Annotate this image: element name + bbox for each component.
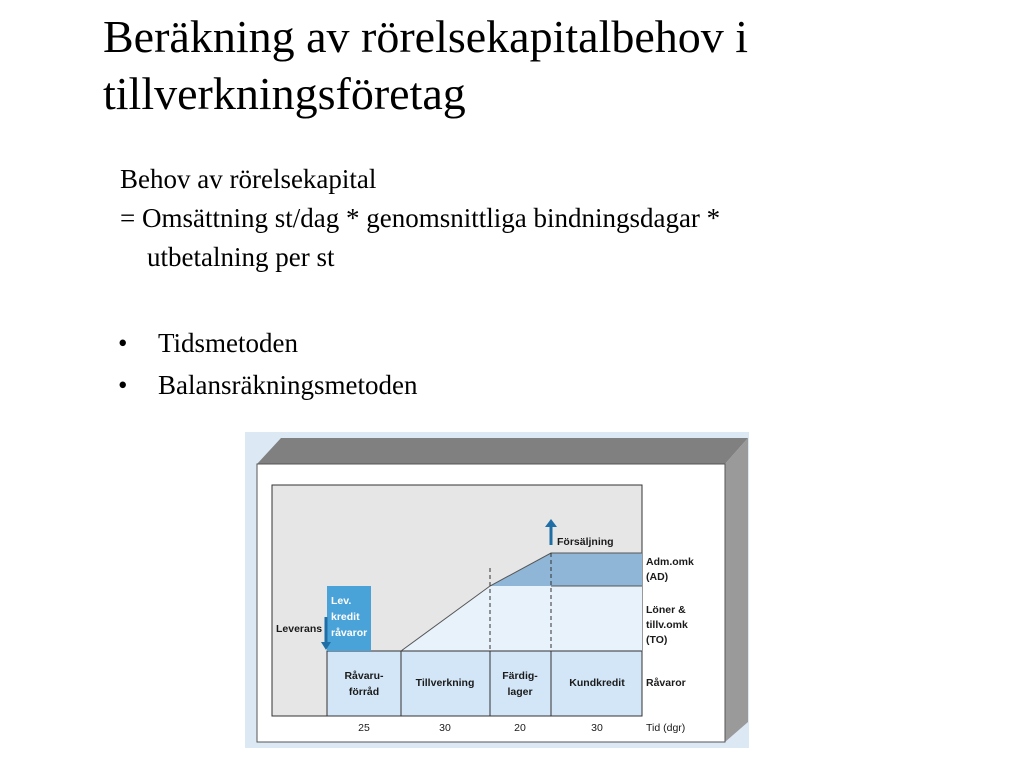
formula-block xyxy=(120,160,720,277)
diagram-svg xyxy=(245,432,749,748)
phase-label-customer-credit: Kundkredit xyxy=(569,677,625,689)
days-label-raw: 25 xyxy=(358,722,370,734)
time-axis-label: Tid (dgr) xyxy=(646,722,686,734)
days-label-production: 30 xyxy=(439,722,451,734)
phase-label-raw-line-2: förråd xyxy=(348,686,380,698)
formula-heading: Behov av rörelsekapital xyxy=(120,164,377,194)
slide-title-line-1: Beräkning av rörelsekapitalbehov i xyxy=(103,11,749,62)
bullet-icon: • xyxy=(118,328,128,358)
method-list xyxy=(118,322,417,406)
layer-to-label-line-2: tillv.omk xyxy=(646,619,688,631)
box-side-face xyxy=(725,438,748,742)
method-label: Balansräkningsmetoden xyxy=(158,370,418,400)
phase-label-finished-line-1: Färdig- xyxy=(502,670,538,682)
layer-adm-label-line-1: Adm.omk xyxy=(646,556,694,568)
formula-equation: = Omsättning st/dag * genomsnittliga bindningsdagar * xyxy=(120,203,721,233)
box-top-face xyxy=(257,438,748,464)
layer-raw-label: Råvaror xyxy=(646,677,686,689)
formula-equation-continued: utbetalning per st xyxy=(147,242,335,272)
sales-label: Försäljning xyxy=(557,536,614,548)
credit-label-line-2: kredit xyxy=(331,611,360,623)
method-item-balansrakningsmetoden xyxy=(118,364,417,406)
credit-label-line-1: Lev. xyxy=(331,595,352,607)
method-label: Tidsmetoden xyxy=(158,328,299,358)
layer-adm-label-line-2: (AD) xyxy=(646,571,669,583)
slide-title xyxy=(103,8,1003,122)
working-capital-diagram xyxy=(245,432,749,748)
phase-label-production: Tillverkning xyxy=(415,677,475,689)
phase-label-finished-line-2: lager xyxy=(507,686,533,698)
credit-label-line-3: råvaror xyxy=(331,627,368,639)
layer-to-label-line-1: Löner & xyxy=(646,604,686,616)
slide-title-line-2: tillverkningsföretag xyxy=(103,68,466,119)
method-item-tidsmetoden xyxy=(118,322,417,364)
days-label-finished: 20 xyxy=(514,722,526,734)
delivery-label: Leverans xyxy=(276,623,323,635)
phase-label-raw-line-1: Råvaru- xyxy=(344,670,384,682)
bullet-icon: • xyxy=(118,370,128,400)
days-label-customer-credit: 30 xyxy=(591,722,603,734)
layer-to-label-line-3: (TO) xyxy=(646,634,668,646)
